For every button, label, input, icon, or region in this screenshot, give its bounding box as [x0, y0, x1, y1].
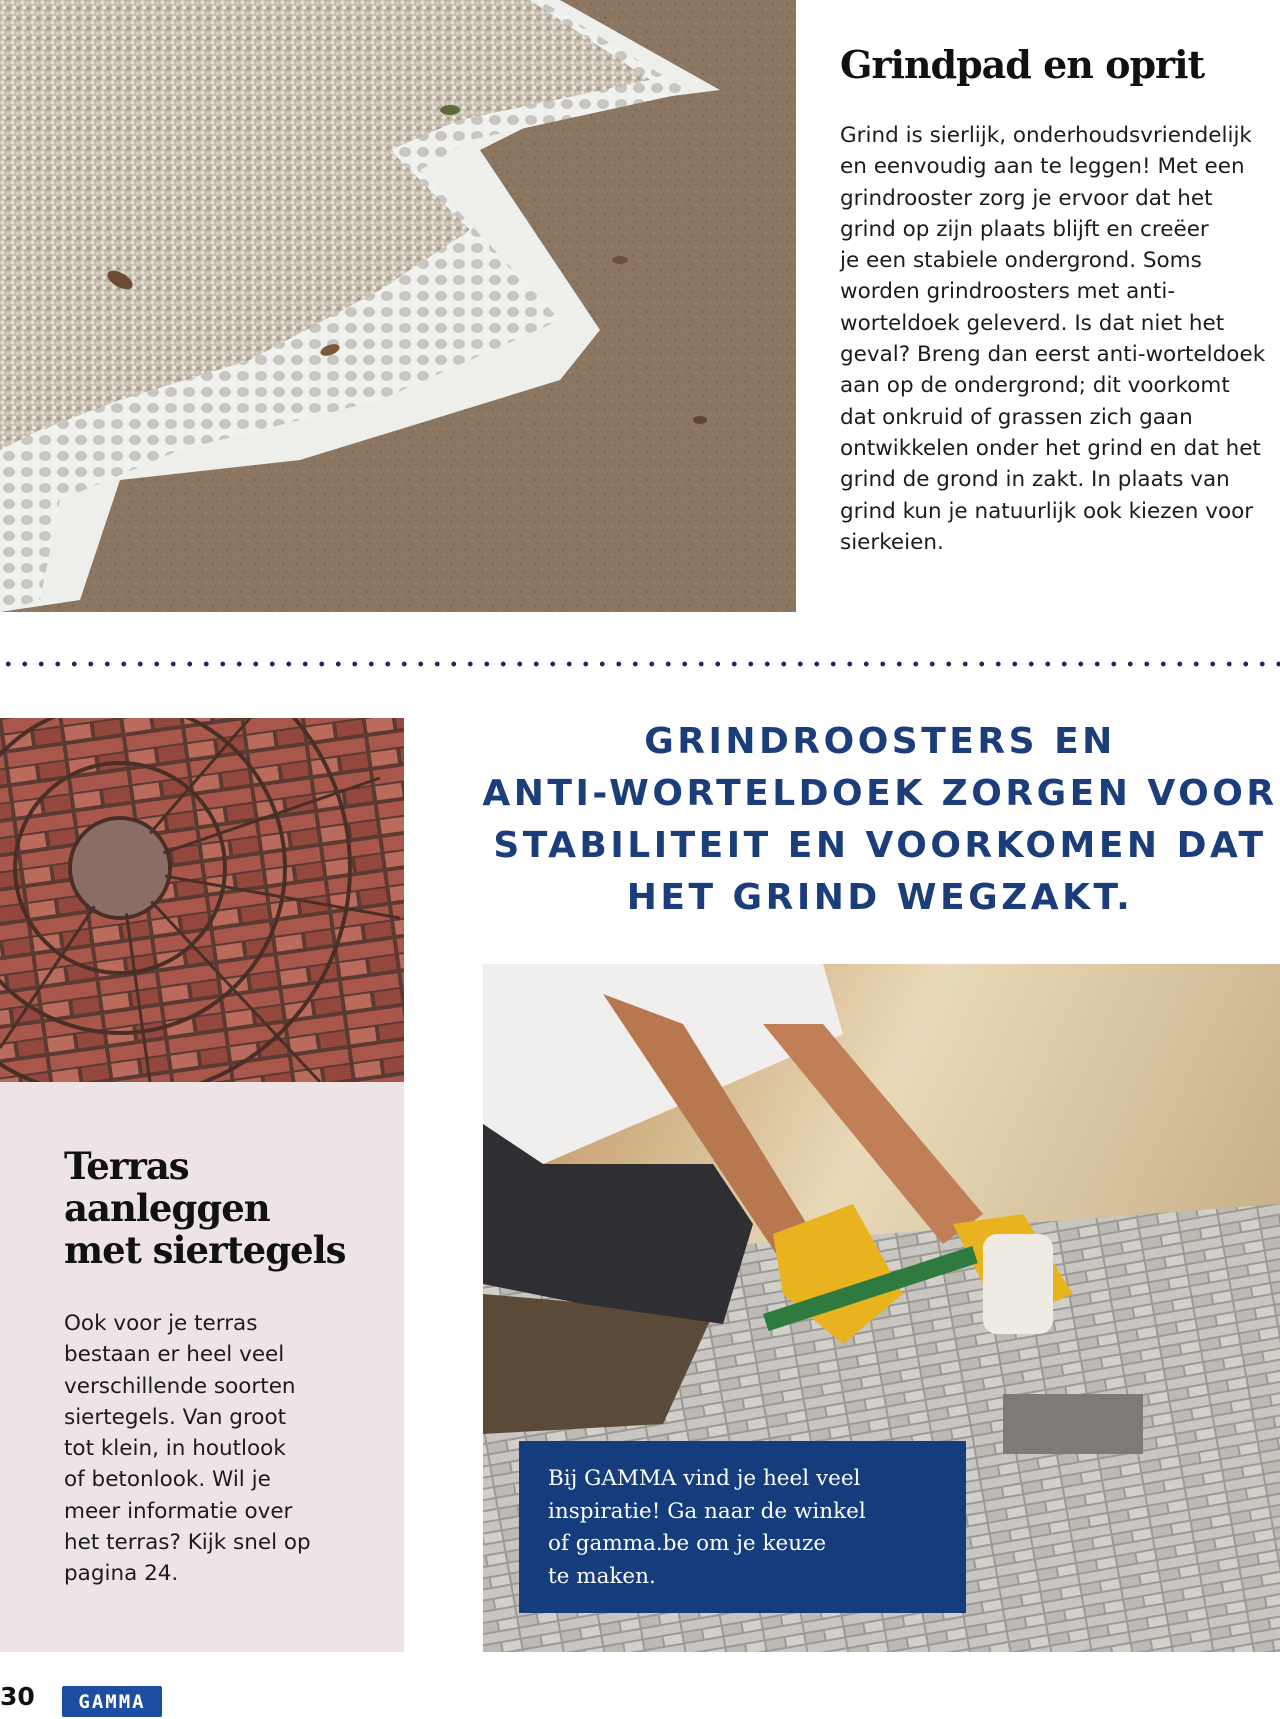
gamma-logo: [62, 1686, 162, 1717]
page-number: 30: [0, 1682, 35, 1711]
article-body-terras: Ook voor je terras bestaan er heel veel verschillende soorten siertegels. Van groot tot klein, in houtlook of betonlook. Wil je meer informatie over het terras? Kijk snel op pagina 24.: [64, 1311, 311, 1587]
article-title-grindpad: Grindpad en oprit: [840, 42, 1205, 87]
gamma-logo-text: GAMMA: [78, 1690, 146, 1713]
article-title-terras: Terras aanleggen met siertegels: [64, 1144, 346, 1272]
dotted-divider: [0, 661, 1280, 667]
pull-quote: GRINDROOSTERS EN ANTI-WORTELDOEK ZORGEN VOOR STABILITEIT EN VOORKOMEN DAT HET GRIND WEGZAKT.: [482, 721, 1278, 918]
pavers-circle-photo: [0, 718, 404, 1082]
article-body-grindpad: Grind is sierlijk, onderhoudsvriendelijk en eenvoudig aan te leggen! Met een grindrooster zorg je ervoor dat het grind op zijn plaats blijft en creëer je een stabiele ondergrond. Soms worden grindroosters met anti- worteldoek geleverd. Is dat niet het geval? Breng dan eerst anti-worteldoek aan op de ondergrond; dit voorkomt dat onkruid of grassen zich gaan ontwikkelen onder het grind en dat het grind de grond in zakt. In plaats van grind kun je natuurlijk ook kiezen voor sierkeien.: [840, 123, 1266, 555]
gravel-path-photo: [0, 0, 796, 612]
gamma-info-text: Bij GAMMA vind je heel veel inspiratie! Ga naar de winkel of gamma.be om je keuze te maken.: [548, 1466, 866, 1589]
